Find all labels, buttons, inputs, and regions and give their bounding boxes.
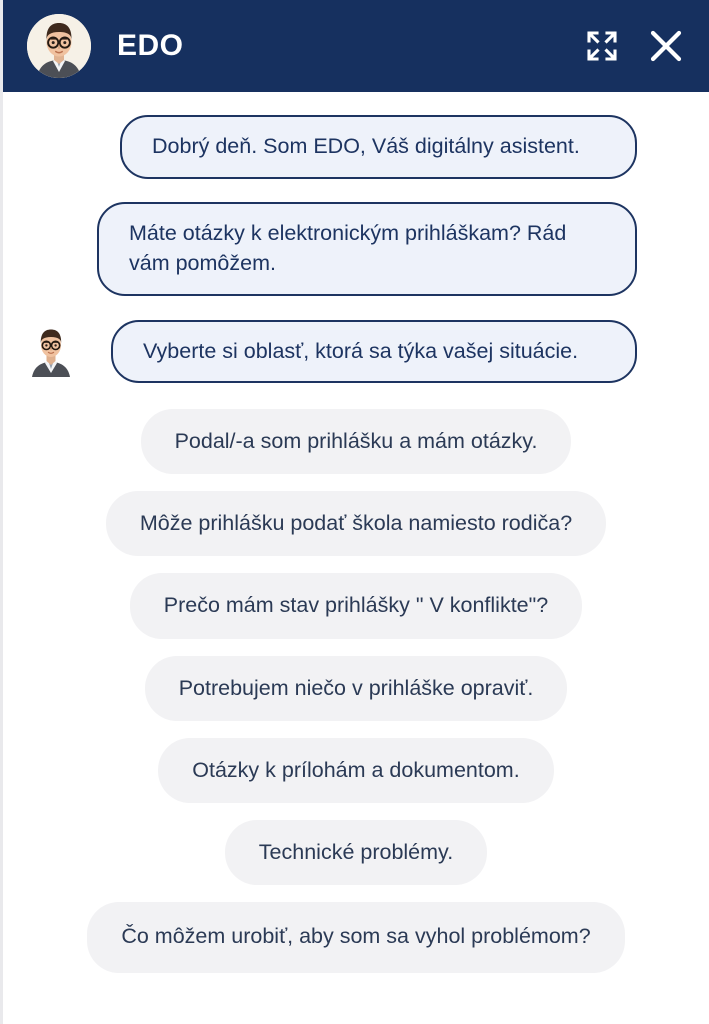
suggestion-chip[interactable]: Otázky k prílohám a dokumentom. <box>158 738 553 803</box>
suggestion-chip[interactable]: Prečo mám stav prihlášky " V konflikte"? <box>130 573 582 638</box>
page-title: EDO <box>117 29 184 62</box>
suggestion-chip[interactable]: Podal/-a som prihlášku a mám otázky. <box>141 409 572 474</box>
bot-avatar-small-icon <box>28 325 74 377</box>
chat-message <box>3 115 709 179</box>
chat-message <box>3 320 709 384</box>
chat-header <box>3 0 709 92</box>
suggestion-chip[interactable]: Potrebujem niečo v prihláške opraviť. <box>145 656 568 721</box>
bot-message-bubble: Máte otázky k elektronickým prihláškam? Rád vám pomôžem. <box>97 202 637 296</box>
chat-message-list <box>3 92 709 1024</box>
chat-message <box>3 202 709 296</box>
suggestion-chip-list <box>3 409 709 973</box>
bot-message-bubble: Vyberte si oblasť, ktorá sa týka vašej situácie. <box>111 320 637 384</box>
suggestion-chip[interactable]: Môže prihlášku podať škola namiesto rodiča? <box>106 491 606 556</box>
bot-message-bubble: Dobrý deň. Som EDO, Váš digitálny asistent. <box>120 115 637 179</box>
header-actions <box>585 25 687 67</box>
suggestion-chip[interactable]: Čo môžem urobiť, aby som sa vyhol problémom? <box>87 902 625 973</box>
bot-avatar-portrait-icon <box>27 14 91 78</box>
expand-fullscreen-icon[interactable] <box>585 29 619 63</box>
suggestion-chip[interactable]: Technické problémy. <box>225 820 487 885</box>
close-x-icon[interactable] <box>645 25 687 67</box>
